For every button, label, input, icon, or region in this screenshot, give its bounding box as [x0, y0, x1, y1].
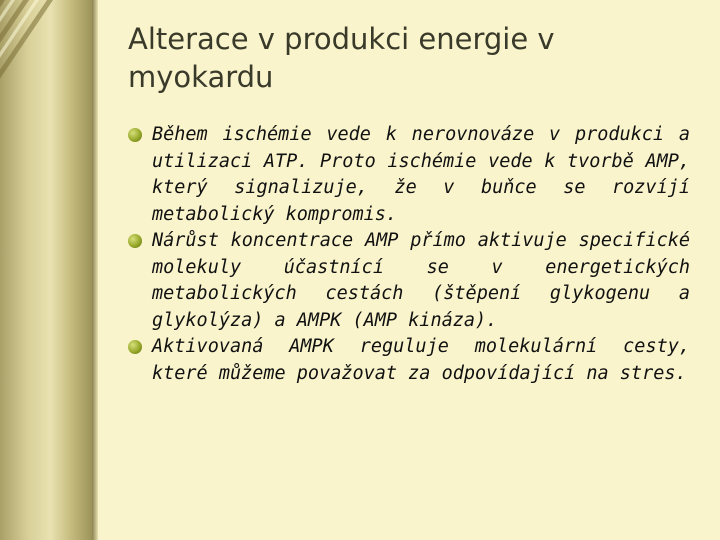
decorative-left-band	[0, 0, 92, 540]
band-stripe	[0, 0, 42, 540]
band-stripe	[0, 0, 66, 540]
bullet-text: Během ischémie vede k nerovnováze v produkci a utilizaci ATP. Proto ischémie vede k tvorbě AMP, který signalizuje, že v buňce se rozvíjí metabolický kompromis.	[152, 124, 690, 225]
bullet-text: Nárůst koncentrace AMP přímo aktivuje specifické molekuly účastnící se v energetických metabolických cestách (štěpení glykogenu a glykolýza) a AMPK (AMP kináza).	[152, 230, 690, 331]
band-stripe	[0, 0, 10, 540]
green-circle-bullet-icon	[128, 340, 142, 354]
bullet-item	[128, 122, 690, 228]
green-circle-bullet-icon	[128, 234, 142, 248]
band-stripe	[0, 0, 80, 540]
slide-title: Alterace v produkci energie v myokardu	[128, 22, 555, 94]
bullet-item	[128, 228, 690, 334]
bullet-item	[128, 334, 690, 387]
band-stripe	[0, 0, 18, 540]
band-stripe	[0, 0, 32, 540]
bullet-text: Aktivovaná AMPK reguluje molekulární cesty, které můžeme považovat za odpovídající na stres.	[152, 336, 690, 384]
bullet-list	[128, 122, 690, 387]
green-circle-bullet-icon	[128, 128, 142, 142]
band-stripe	[0, 0, 56, 540]
